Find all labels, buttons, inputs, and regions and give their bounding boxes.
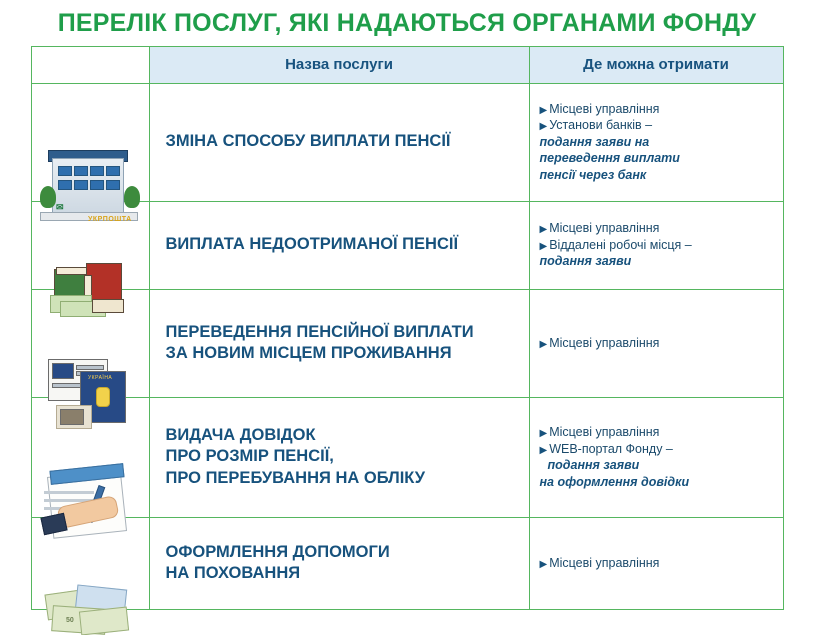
table-row bbox=[31, 201, 783, 289]
bullet-icon: ▶ bbox=[539, 428, 548, 439]
bullet-icon: ▶ bbox=[539, 558, 548, 570]
bullet-icon: ▶ bbox=[539, 240, 548, 252]
where-line: переведення виплати bbox=[539, 151, 680, 166]
table-row bbox=[31, 83, 783, 201]
service-name-line: ЗА НОВИМ МІСЦЕМ ПРОЖИВАННЯ bbox=[165, 344, 452, 362]
where-line: ▶ Місцеві управління bbox=[539, 555, 660, 570]
where-line: ▶ Віддалені робочі місця – bbox=[539, 237, 692, 252]
where-line: подання заяви bbox=[539, 254, 632, 269]
icon-logo-mark: ✉ bbox=[56, 202, 64, 212]
service-name bbox=[149, 397, 529, 517]
table-row bbox=[31, 289, 783, 397]
passport-country-label: УКРАЇНА bbox=[88, 375, 113, 381]
service-name-line: ВИДАЧА ДОВІДОК bbox=[165, 426, 316, 445]
service-where bbox=[529, 289, 783, 397]
where-line: ▶ Місцеві управління bbox=[539, 425, 660, 439]
where-line: ▶ Установи банків – bbox=[539, 118, 653, 133]
service-name: ЗМІНА СПОСОБУ ВИПЛАТИ ПЕНСІЇ bbox=[149, 83, 529, 201]
column-header-name: Назва послуги bbox=[149, 46, 529, 83]
bullet-icon: ▶ bbox=[539, 104, 548, 116]
service-where bbox=[529, 517, 783, 609]
where-line: на оформлення довідки bbox=[539, 474, 690, 489]
service-name bbox=[149, 289, 529, 397]
where-line: ▶ WEB-портал Фонду – bbox=[539, 441, 673, 456]
service-where bbox=[529, 201, 783, 289]
service-name bbox=[149, 517, 529, 609]
service-where bbox=[529, 83, 783, 201]
bullet-icon: ▶ bbox=[539, 338, 548, 350]
ukrposhta-label: УКРПОШТА bbox=[88, 216, 132, 223]
table-row bbox=[31, 517, 783, 609]
service-name-line: НА ПОХОВАННЯ bbox=[165, 564, 301, 582]
where-line: подання заяви на bbox=[539, 134, 650, 149]
service-name: ВИПЛАТА НЕДООТРИМАНОЇ ПЕНСІЇ bbox=[149, 201, 529, 289]
page-title: ПЕРЕЛІК ПОСЛУГ, ЯКІ НАДАЮТЬСЯ ОРГАНАМИ ФОНДУ bbox=[57, 9, 757, 37]
service-name-line: ПРО ПЕРЕБУВАННЯ НА ОБЛІКУ bbox=[165, 468, 426, 487]
where-line: ▶ Місцеві управління bbox=[539, 101, 660, 116]
column-header-icon bbox=[31, 46, 149, 83]
where-line: подання заяви bbox=[547, 458, 640, 472]
table-row bbox=[31, 397, 783, 517]
where-line: ▶ Місцеві управління bbox=[539, 221, 660, 236]
where-line: ▶ Місцеві управління bbox=[539, 335, 660, 350]
services-table bbox=[31, 46, 784, 624]
service-where bbox=[529, 397, 783, 517]
table-header-row bbox=[31, 46, 783, 83]
post-office-building-icon bbox=[31, 83, 149, 223]
banknote-value: 50 bbox=[66, 617, 74, 624]
service-name-line: ПРО РОЗМІР ПЕНСІЇ, bbox=[165, 447, 334, 466]
service-name-line: ОФОРМЛЕННЯ ДОПОМОГИ bbox=[165, 542, 390, 561]
where-line: пенсії через банк bbox=[539, 167, 647, 182]
column-header-where: Де можна отримати bbox=[529, 46, 783, 83]
service-name-line: ПЕРЕВЕДЕННЯ ПЕНСІЙНОЇ ВИПЛАТИ bbox=[165, 322, 474, 341]
bullet-icon: ▶ bbox=[539, 444, 548, 456]
bullet-icon: ▶ bbox=[539, 121, 548, 133]
bullet-icon: ▶ bbox=[539, 224, 548, 236]
